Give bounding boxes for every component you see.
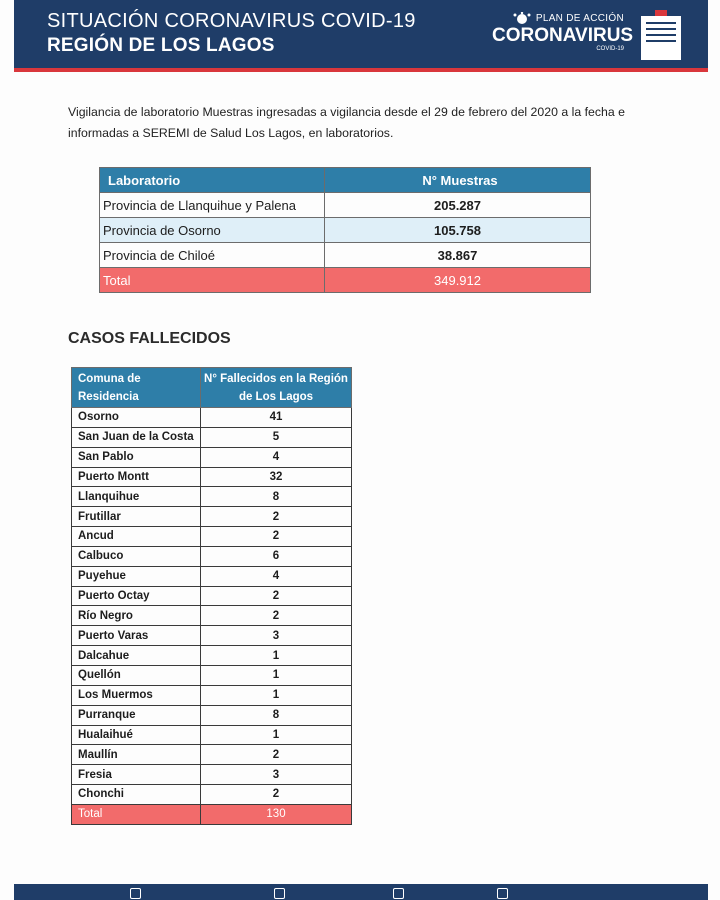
facebook-icon [274,888,285,899]
row-name: Puerto Varas [72,626,201,646]
row-value: 105.758 [325,218,591,243]
instagram-icon [497,888,508,899]
row-name: Río Negro [72,606,201,626]
table-row [72,507,352,527]
row-value: 8 [201,705,352,725]
intro-paragraph: Vigilancia de laboratorio Muestras ingresadas a vigilancia desde el 29 de febrero del 2020 a la fecha e informadas a SEREMI de Salud Los Lagos, en laboratorios. [68,105,625,140]
row-value: 6 [201,546,352,566]
table-row [72,487,352,507]
table-row [72,685,352,705]
footer-web[interactable] [130,887,141,900]
row-value: 32 [201,467,352,487]
table-row [72,785,352,805]
table-row [72,606,352,626]
table-row [72,745,352,765]
row-value: 38.867 [325,243,591,268]
row-value: 3 [201,765,352,785]
row-name: Maullín [72,745,201,765]
table-row [72,566,352,586]
table-row [72,626,352,646]
table-row [72,725,352,745]
table-row [72,765,352,785]
row-name: Quellón [72,665,201,685]
row-value: 2 [201,745,352,765]
row-name: Hualaihué [72,725,201,745]
table-row [72,447,352,467]
row-value: 2 [201,606,352,626]
web-icon [130,888,141,899]
table-row [100,218,591,243]
row-name: Puerto Montt [72,467,201,487]
header-title-line2: REGIÓN DE LOS LAGOS [47,35,275,56]
deaths-section-title: CASOS FALLECIDOS [68,330,231,347]
row-name: Purranque [72,705,201,725]
total-label: Total [72,804,201,824]
table-header-row [100,168,591,193]
table-row [72,546,352,566]
row-value: 4 [201,447,352,467]
row-name: Los Muermos [72,685,201,705]
row-name: Llanquihue [72,487,201,507]
table-total-row [72,804,352,824]
row-name: Calbuco [72,546,201,566]
row-name: Fresia [72,765,201,785]
total-value: 130 [201,804,352,824]
row-value: 4 [201,566,352,586]
header-red-stripe [14,68,708,72]
row-name: Puerto Octay [72,586,201,606]
table-row [72,665,352,685]
lab-samples-table [99,167,591,293]
row-name: Provincia de Llanquihue y Palena [100,193,325,218]
logo-main-text: CORONAVIRUS [492,25,634,46]
twitter-icon [393,888,404,899]
col-header-muestras: N° Muestras [325,168,591,193]
col-header-comuna: Comuna de Residencia [72,368,201,408]
table-row [72,586,352,606]
row-value: 1 [201,725,352,745]
table-row [100,193,591,218]
table-total-row [100,268,591,293]
col-header-fallecidos: N° Fallecidos en la Región de Los Lagos [201,368,352,408]
table-row [72,408,352,428]
row-value: 2 [201,527,352,547]
total-label: Total [100,268,325,293]
logo-plan-text: PLAN DE ACCIÓN [535,13,624,24]
row-name: Osorno [72,408,201,428]
col-header-laboratorio: Laboratorio [100,168,325,193]
row-value: 3 [201,626,352,646]
row-name: Frutillar [72,507,201,527]
deaths-table [71,367,352,825]
government-logo [641,10,681,60]
row-name: San Juan de la Costa [72,427,201,447]
footer-twitter[interactable] [393,887,404,900]
row-value: 8 [201,487,352,507]
table-row [72,646,352,666]
row-value: 2 [201,785,352,805]
row-value: 1 [201,646,352,666]
row-value: 205.287 [325,193,591,218]
logo-sub-text: COVID-19 [596,46,624,52]
footer-banner [14,884,708,900]
table-row [72,427,352,447]
row-value: 5 [201,427,352,447]
row-value: 2 [201,586,352,606]
table-header-row [72,368,352,408]
row-value: 1 [201,685,352,705]
row-name: San Pablo [72,447,201,467]
row-name: Dalcahue [72,646,201,666]
row-value: 1 [201,665,352,685]
footer-facebook[interactable] [274,887,285,900]
total-value: 349.912 [325,268,591,293]
virus-icon [512,12,532,25]
row-name: Provincia de Osorno [100,218,325,243]
row-value: 41 [201,408,352,428]
table-row [100,243,591,268]
header-title-line1: SITUACIÓN CORONAVIRUS COVID-19 [47,10,416,32]
row-name: Ancud [72,527,201,547]
table-row [72,527,352,547]
table-row [72,467,352,487]
row-name: Provincia de Chiloé [100,243,325,268]
row-name: Chonchi [72,785,201,805]
plan-accion-logo [492,12,634,56]
table-row [72,705,352,725]
row-value: 2 [201,507,352,527]
footer-instagram[interactable] [497,887,508,900]
row-name: Puyehue [72,566,201,586]
